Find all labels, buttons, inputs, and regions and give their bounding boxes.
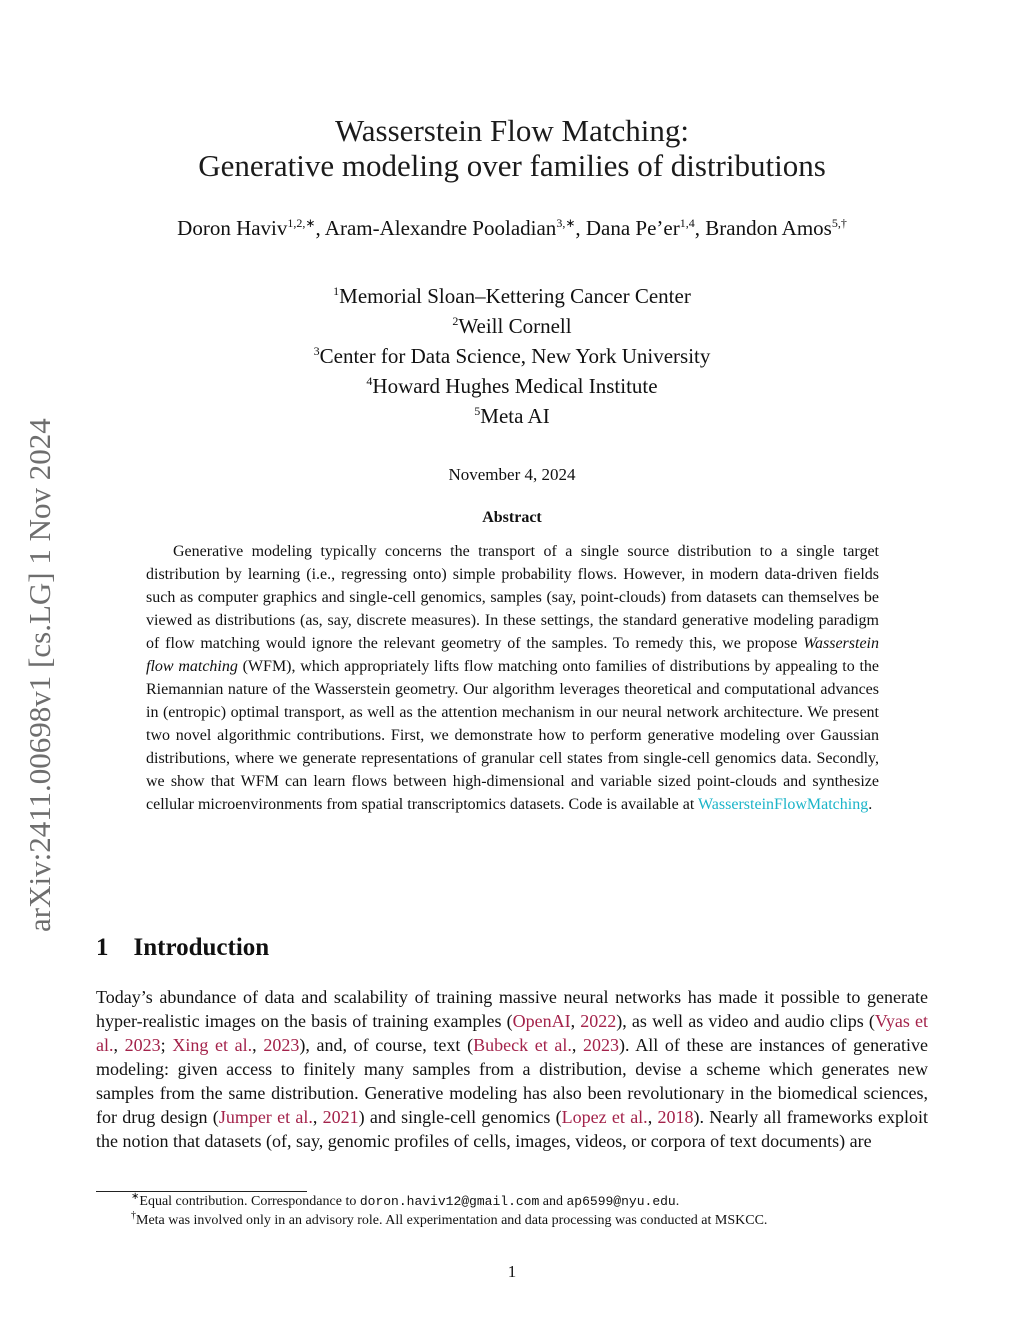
intro-text: ). Nearly all frameworks exploit the notion that datasets (of, say, genomic profiles of cells, images, videos, or corpora of text documents) are [96, 1107, 928, 1151]
abstract-text: Generative modeling typically concerns the transport of a single source distribution to a single target distribution by learning (i.e., regressing onto) simple probability flows. However, in modern data-driven fields such as computer graphics and single-cell genomics, samples (say, point-clouds) from datasets can themselves be viewed as distributions (as, say, discrete measures). In these settings, the standard generative modeling paradigm of flow matching would ignore the relevant geometry of the samples. To remedy this, we propose [146, 543, 879, 652]
code-link[interactable]: WassersteinFlowMatching [697, 796, 869, 813]
footnote-text: Meta was involved only in an advisory role. All experimentation and data processing was conducted at MSKCC. [136, 1213, 768, 1228]
abstract-emphasis: Wasserstein flow matching [146, 635, 879, 675]
citation-year-link[interactable]: 2023 [124, 1035, 161, 1055]
author-separator: , [575, 216, 586, 240]
arxiv-identifier: arXiv:2411.00698v1 [cs.LG] 1 Nov 2024 [22, 418, 57, 932]
affiliation-number: 4 [366, 374, 373, 388]
affiliation-name: Center for Data Science, New York University [319, 344, 711, 368]
citation-sep: , [113, 1035, 125, 1055]
citation-link[interactable]: Jumper et al. [218, 1107, 313, 1127]
affiliation-name: Weill Cornell [458, 314, 572, 338]
footnote-mark: ∗ [131, 1191, 140, 1202]
citation-link[interactable]: Bubeck et al. [473, 1035, 572, 1055]
affiliation-number: 3 [313, 344, 320, 358]
citation-year-link[interactable]: 2018 [657, 1107, 694, 1127]
citation-link[interactable]: Vyas et al. [96, 1011, 929, 1055]
title-line-1: Wasserstein Flow Matching: [335, 113, 689, 148]
intro-text: ), and, of course, text ( [299, 1035, 474, 1055]
intro-text: ) and single-cell genomics ( [358, 1107, 562, 1127]
citation-link[interactable]: Lopez et al. [561, 1107, 648, 1127]
author-separator: , [694, 216, 706, 240]
email-link[interactable]: doron.haviv12@gmail.com [359, 1194, 540, 1209]
author-name: Aram-Alexandre Pooladian [324, 216, 557, 240]
author-name: Brandon Amos [705, 216, 832, 240]
abstract-text: . [868, 796, 873, 813]
citation-year-link[interactable]: 2023 [263, 1035, 300, 1055]
intro-paragraph [96, 985, 928, 1153]
footnote-text: and [539, 1194, 567, 1209]
page-number: 1 [507, 1262, 517, 1281]
intro-text: ; [160, 1035, 173, 1055]
affiliation-list [0, 281, 1024, 431]
affiliation [0, 311, 1024, 341]
intro-text: ), as well as video and audio clips ( [616, 1011, 875, 1031]
footnote-1 [131, 1191, 680, 1210]
footnote-text: Equal contribution. Correspondance to [139, 1194, 360, 1209]
citation-year-link[interactable]: 2023 [583, 1035, 620, 1055]
affiliation [0, 371, 1024, 401]
citation-sep: , [571, 1035, 584, 1055]
intro-text: ). All of these are instances of generative modeling: given access to finitely many samples from a distribution, devise a scheme which generates new samples from the same distribution. Generative modeling has also been revolutionary in the biomedical sciences, for drug design ( [96, 1035, 929, 1127]
citation-sep: , [252, 1035, 264, 1055]
affiliation [0, 281, 1024, 311]
footnote-mark: † [131, 1210, 136, 1221]
footnote-2 [131, 1210, 768, 1229]
citation-link[interactable]: Xing et al. [172, 1035, 253, 1055]
author-separator: , [315, 216, 325, 240]
citation-link[interactable]: OpenAI [512, 1011, 571, 1031]
introduction-body [96, 985, 928, 1153]
affiliation-number: 1 [333, 284, 340, 298]
citation-sep: , [312, 1107, 323, 1127]
affiliation [0, 401, 1024, 431]
affiliation-number: 5 [474, 404, 481, 418]
abstract-heading: Abstract [482, 509, 542, 526]
affiliation-name: Memorial Sloan–Kettering Cancer Center [339, 284, 691, 308]
abstract-paragraph [146, 540, 879, 816]
abstract-text: (WFM), which appropriately lifts flow matching onto families of distributions by appealing to the Riemannian nature of the Wasserstein geometry. Our algorithm leverages theoretical and computational advances in (entropic) optimal transport, as well as the attention mechanism in our neural network architecture. We present two novel algorithmic contributions. First, we demonstrate how to perform generative modeling over Gaussian distributions, where we generate representations of granular cell states from single-cell genomics data. Secondly, we show that WFM can learn flows between high-dimensional and variable sized point-clouds and synthesize cellular microenvironments from spatial transcriptomics datasets. Code is available at [146, 658, 880, 813]
section-heading [96, 934, 269, 962]
author-affil-mark: 3,∗ [556, 216, 576, 230]
author-name: Doron Haviv [177, 216, 288, 240]
author-affil-mark: 1,2,∗ [287, 216, 316, 230]
affiliation [0, 341, 1024, 371]
title-line-2: Generative modeling over families of distributions [198, 148, 826, 183]
author-name: Dana Pe’er [585, 216, 680, 240]
author-affil-mark: 5,† [831, 216, 847, 230]
section-title: Introduction [133, 934, 270, 961]
paper-title [0, 113, 1024, 183]
intro-text: Today’s abundance of data and scalability of training massive neural networks has made it possible to generate hyper-realistic images on the basis of training examples ( [96, 987, 928, 1031]
section-number: 1 [96, 934, 109, 961]
affiliation-name: Howard Hughes Medical Institute [372, 374, 658, 398]
paper-date: November 4, 2024 [448, 465, 576, 484]
citation-year-link[interactable]: 2021 [322, 1107, 359, 1127]
author-list [0, 216, 1024, 241]
citation-sep: , [570, 1011, 581, 1031]
citation-year-link[interactable]: 2022 [580, 1011, 617, 1031]
citation-sep: , [647, 1107, 658, 1127]
email-link[interactable]: ap6599@nyu.edu [566, 1194, 676, 1209]
abstract-body [146, 540, 879, 816]
footnote-text: . [675, 1194, 680, 1209]
affiliation-number: 2 [452, 314, 459, 328]
affiliation-name: Meta AI [480, 404, 550, 428]
author-affil-mark: 1,4 [679, 216, 695, 230]
footnote-rule [96, 1191, 307, 1192]
